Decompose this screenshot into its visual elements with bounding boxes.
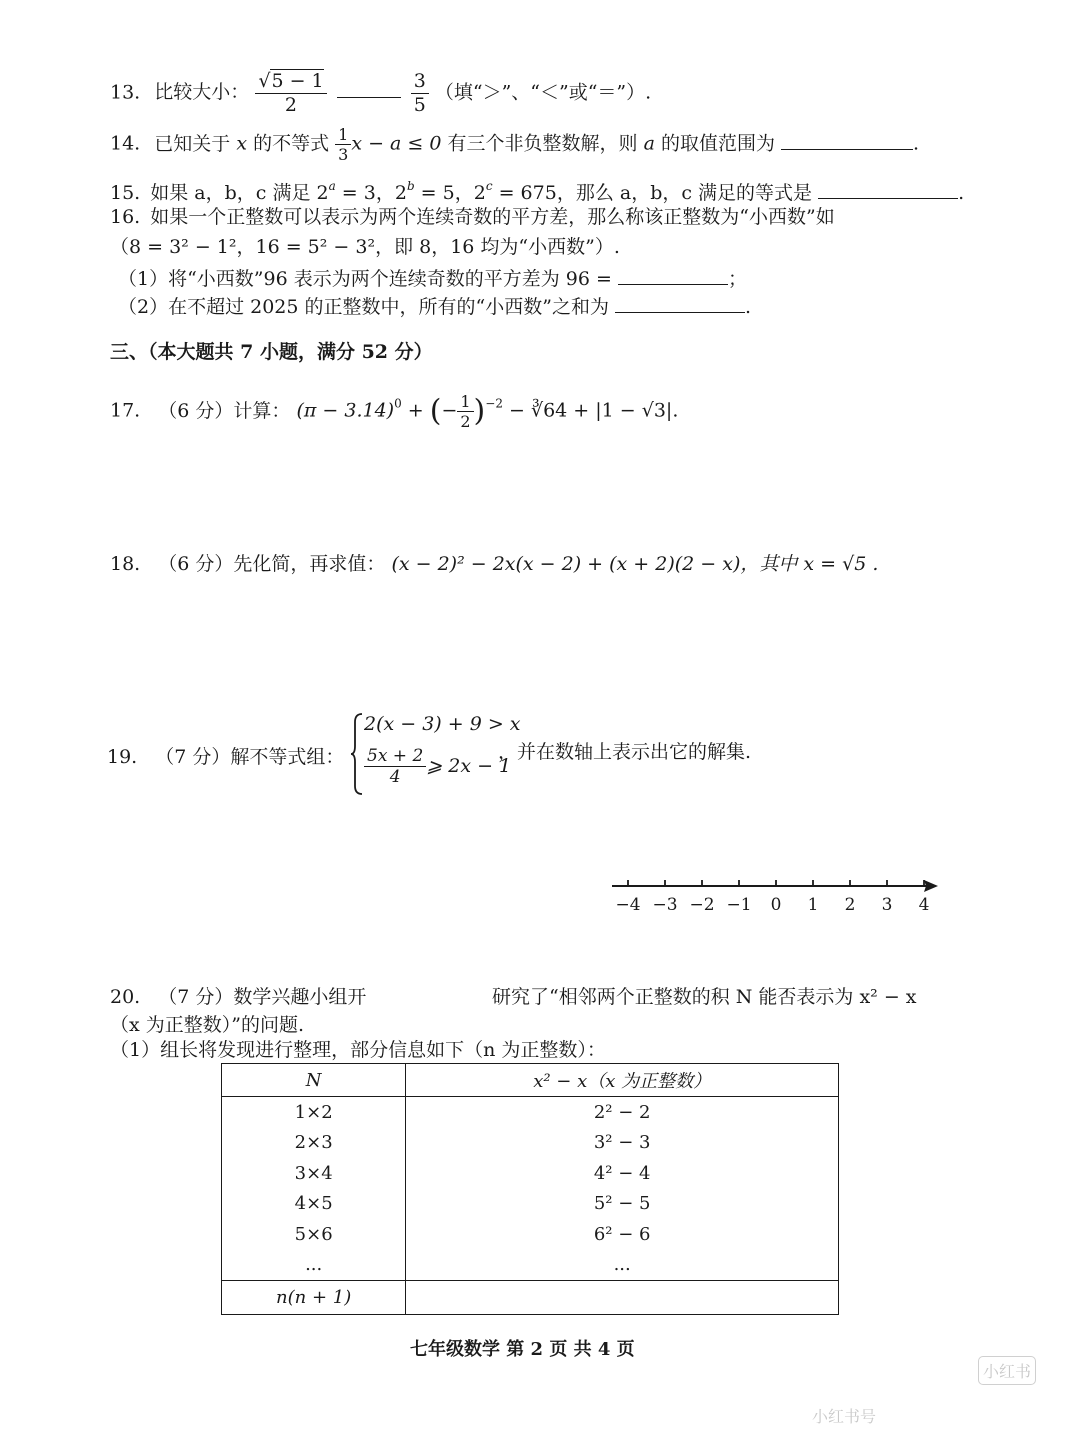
q20-prompt: （7 分）数学兴趣小组开: [158, 986, 367, 1008]
table-row-general: [222, 1281, 839, 1315]
q17-plus: +: [401, 399, 430, 422]
q17-exp-neg2: −2: [485, 396, 503, 411]
number-line-tick-label: 1: [807, 895, 819, 915]
q13-left-denominator: 2: [284, 93, 298, 116]
table-row: [222, 1128, 839, 1159]
q19-prompt: （7 分）解不等式组：: [155, 746, 345, 768]
q17-number: 17.: [110, 399, 141, 422]
table-cell-n: 4×5: [222, 1189, 406, 1220]
q17-prompt: （6 分）计算：: [158, 399, 291, 422]
q13-instruction: （填“＞”、“＜”或“＝”）.: [434, 81, 652, 104]
q17-half-fraction: [457, 392, 473, 431]
question-20-line1: [110, 988, 366, 1007]
page-footer: 七年级数学 第 2 页 共 4 页: [410, 1339, 635, 1360]
q14-var-a: a: [643, 132, 655, 155]
q14-text-c: 有三个非负整数解，则: [447, 132, 638, 155]
table-cell-n: ...: [222, 1250, 406, 1281]
q14-frac-denominator: 3: [338, 145, 349, 165]
q14-var-x: x: [236, 132, 248, 155]
q17-half-denominator: 2: [460, 412, 471, 432]
q13-number: 13.: [110, 81, 141, 104]
q15-exp-a: a: [328, 179, 336, 193]
number-line-tick-label: −4: [615, 895, 641, 915]
q16-definition: 如果一个正整数可以表示为两个连续奇数的平方差，那么称该正整数为“小西数”如: [150, 206, 835, 228]
q13-prompt: 比较大小：: [154, 81, 250, 104]
watermark-logo: 小红书: [978, 1356, 1036, 1385]
q19-instruction: ，并在数轴上表示出它的解集.: [498, 741, 752, 763]
question-16-line2: [110, 238, 620, 257]
q19-fraction: [364, 746, 426, 788]
question-14: 14. 已知关于 x 的不等式 $\frac{1}{3}$ x − a ≤ 0 有三个非负整数解，则 a 的取值范围为 .: [110, 125, 920, 165]
question-16-line1: [110, 208, 835, 227]
table-cell-n: 1×2: [222, 1097, 406, 1128]
q14-text-a: 已知关于: [154, 132, 231, 155]
table-cell-expression: 5² − 5: [406, 1189, 839, 1220]
q19-inequality-2: [364, 746, 511, 788]
question-17: 17. （6 分）计算： $(\pi - 3.14)^0$ + (− $\frac{1}{2}$ )$^{-2}$ − ∛64 + |1 − √3|.: [110, 392, 679, 432]
q15-exp-c: c: [485, 179, 493, 193]
table-cell-expression: ...: [406, 1250, 839, 1281]
table-row: [222, 1250, 839, 1281]
number-line-tick-label: −2: [689, 895, 715, 915]
q13-left-fraction: $\frac{√5 - 1}{2}$: [255, 70, 326, 117]
q14-inequality: x − a ≤ 0: [351, 132, 442, 155]
watermark-id: 小红书号: [812, 1407, 877, 1426]
q15-answer-blank[interactable]: [818, 182, 958, 199]
q15-text-d: = 675，那么 a，b，c 满足的等式是: [492, 182, 813, 204]
q14-fraction: [335, 125, 351, 164]
q17-half-numerator: 1: [457, 392, 473, 412]
table-cell-expression: 2² − 2: [406, 1097, 839, 1128]
table-header-expression: x² − x（x 为正整数）: [406, 1064, 839, 1097]
q16-part2-text: （2）在不超过 2025 的正整数中，所有的“小西数”之和为: [118, 296, 609, 318]
q20-part1-intro: （1）组长将发现进行整理，部分信息如下（n 为正整数）：: [110, 1039, 606, 1061]
number-line-tick-label: −1: [726, 895, 752, 915]
q15-number: 15.: [110, 182, 141, 204]
table-cell-expression: 3² − 3: [406, 1128, 839, 1159]
question-18: [110, 555, 878, 574]
q17-term-rest: − ∛64 + |1 − √3|.: [502, 399, 679, 422]
q16-part1-blank[interactable]: [618, 268, 728, 285]
q13-answer-blank[interactable]: [337, 81, 401, 98]
q16-number: 16.: [110, 206, 141, 228]
q13-left-numerator: 5 − 1: [271, 70, 324, 92]
table-cell-n: 5×6: [222, 1219, 406, 1250]
q16-examples: （8 = 3² − 1²，16 = 5² − 3²，即 8，16 均为“小西数”）.: [110, 236, 620, 258]
q18-number: 18.: [110, 553, 141, 575]
question-16-part1: （1）将“小西数”96 表示为两个连续奇数的平方差为 96 = ；: [118, 268, 747, 290]
q19-inequality-1: 2(x − 3) + 9 > x: [364, 713, 521, 735]
q13-right-fraction: [411, 70, 429, 117]
table-row: [222, 1189, 839, 1220]
q15-text-b: = 3，2: [335, 182, 407, 204]
q15-exp-b: b: [406, 179, 415, 193]
q17-exp-zero: 0: [394, 396, 402, 411]
question-19: [107, 748, 344, 767]
q20-number: 20.: [110, 986, 141, 1008]
q20-table: [221, 1063, 839, 1315]
q13-right-numerator: 3: [411, 70, 429, 94]
number-line-tick-label: 0: [770, 895, 782, 915]
table-cell-general-n: n(n + 1): [222, 1281, 406, 1315]
table-cell-general-expression[interactable]: [406, 1281, 839, 1315]
number-line[interactable]: [612, 870, 952, 920]
q19-frac-numerator: 5x + 2: [364, 746, 426, 767]
question-13: [110, 70, 651, 117]
q16-part1-text: （1）将“小西数”96 表示为两个连续奇数的平方差为 96 =: [118, 268, 612, 290]
table-cell-n: 3×4: [222, 1158, 406, 1189]
number-line-tick-label: 4: [918, 895, 930, 915]
question-16-part2: （2）在不超过 2025 的正整数中，所有的“小西数”之和为 .: [118, 296, 752, 318]
table-cell-expression: 4² − 4: [406, 1158, 839, 1189]
q14-answer-blank[interactable]: [781, 133, 913, 150]
q14-number: 14.: [110, 132, 141, 155]
table-cell-expression: 6² − 6: [406, 1219, 839, 1250]
q13-right-denominator: 5: [413, 93, 426, 116]
number-line-arrow: [924, 880, 938, 892]
q19-number: 19.: [107, 746, 138, 768]
table-header-n: N: [222, 1064, 406, 1097]
number-line-tick-label: −3: [652, 895, 678, 915]
q18-expression: (x − 2)² − 2x(x − 2) + (x + 2)(2 − x)，其中 x = √5 .: [391, 553, 879, 575]
q20-prompt-continued: 研究了“相邻两个正整数的积 N 能否表示为 x² − x: [492, 986, 917, 1008]
number-line-tick-label: 2: [844, 895, 856, 915]
q18-prompt: （6 分）先化简，再求值：: [158, 553, 386, 575]
q17-term-pi: (π − 3.14): [296, 399, 395, 422]
q19-frac-denominator: 4: [389, 767, 401, 788]
table-row: [222, 1219, 839, 1250]
q15-text-a: 如果 a，b，c 满足 2: [150, 182, 329, 204]
q14-frac-numerator: 1: [335, 125, 351, 145]
table-cell-n: 2×3: [222, 1128, 406, 1159]
q20-prompt-line2: （x 为正整数）”的问题.: [110, 1014, 305, 1036]
q15-text-c: = 5，2: [414, 182, 486, 204]
q16-part2-blank[interactable]: [615, 296, 745, 313]
q14-text-d: 的取值范围为: [660, 132, 775, 155]
question-15: 15. 如果 a，b，c 满足 $2^a = 3$，$2^b = 5$，$2^c = 675$，那么 a，b，c 满足的等式是 .: [110, 179, 965, 204]
q19-ineq2-rest: ⩾ 2x − 1: [426, 754, 512, 777]
section-3-heading: 三、（本大题共 7 小题，满分 52 分）: [110, 341, 433, 363]
number-line-tick-label: 3: [881, 895, 893, 915]
q14-text-b: 的不等式: [253, 132, 330, 155]
table-row: [222, 1097, 839, 1128]
table-row: [222, 1158, 839, 1189]
